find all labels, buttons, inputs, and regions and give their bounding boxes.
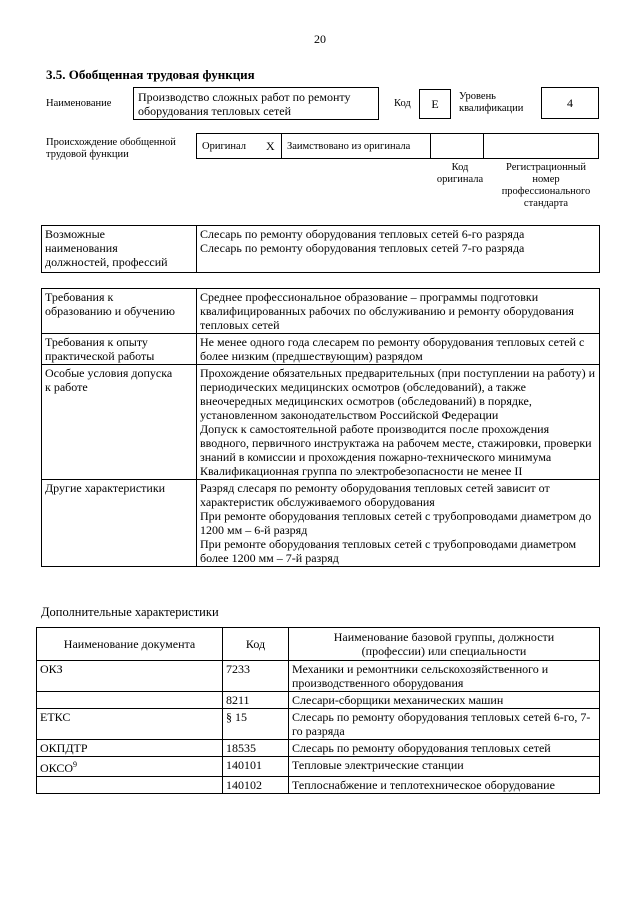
code-cell: 7233	[223, 661, 289, 692]
code-original-caption: Код оригинала	[436, 162, 484, 185]
doc-cell	[37, 757, 223, 777]
code-cell: 18535	[223, 740, 289, 757]
positions-value: Слесарь по ремонту оборудования тепловых сетей 6-го разряда Слесарь по ремонту оборудования тепловых сетей 7-го разряда	[197, 226, 600, 273]
function-name-field	[133, 87, 379, 120]
requirement-value: Прохождение обязательных предварительных (при поступлении на работу) и периодических медицинских осмотров (обследований), а также внеочередных медицинских осмотров (обследований) в порядке, установленном законодательством Российской Федерации Допуск к самостоятельной работе производится после прохождения вводного, первичного инструктажа на рабочем месте, стажировки, проверки знаний в комиссии и прохождения пожарно-технического минимума Квалификационная группа по электробезопасности не менее II	[197, 365, 600, 480]
name-cell: Тепловые электрические станции	[289, 757, 600, 777]
origin-label: Происхождение обобщенной трудовой функции	[46, 137, 176, 160]
header-code: Код	[223, 628, 289, 661]
table-row	[37, 709, 600, 740]
doc-cell: ОКЗ	[37, 661, 223, 692]
level-label: Уровень квалификации	[459, 91, 524, 114]
level-value: 4	[567, 96, 573, 110]
doc-cell	[37, 777, 223, 794]
requirements-table	[41, 288, 600, 567]
requirement-label: Требования к опыту практической работы	[42, 334, 197, 365]
table-header-row	[37, 628, 600, 661]
requirement-value: Среднее профессиональное образование – программы подготовки квалифицированных рабочих по обслуживанию и ремонту оборудования тепловых сетей	[197, 289, 600, 334]
table-row	[37, 777, 600, 794]
footnote-marker: 9	[73, 760, 78, 769]
positions-label: Возможные наименования должностей, профессий	[42, 226, 197, 273]
table-row	[42, 480, 600, 567]
table-row	[37, 661, 600, 692]
additional-title: Дополнительные характеристики	[41, 605, 219, 619]
requirement-label: Требования к образованию и обучению	[42, 289, 197, 334]
level-field	[541, 87, 599, 119]
code-cell: § 15	[223, 709, 289, 740]
code-label: Код	[394, 98, 411, 109]
table-row	[42, 289, 600, 334]
code-cell: 140101	[223, 757, 289, 777]
requirement-value: Не менее одного года слесарем по ремонту оборудования тепловых сетей с более низким (предшествующим) разрядом	[197, 334, 600, 365]
table-row	[42, 334, 600, 365]
original-label: Оригинал	[202, 141, 246, 152]
doc-cell: ОКПДТР	[37, 740, 223, 757]
original-mark: Х	[266, 139, 275, 153]
table-row	[42, 226, 600, 273]
code-field	[419, 89, 451, 119]
name-cell: Слесарь по ремонту оборудования тепловых сетей 6-го, 7-го разряда	[289, 709, 600, 740]
table-row	[37, 757, 600, 777]
name-cell: Слесарь по ремонту оборудования тепловых сетей	[289, 740, 600, 757]
name-cell: Механики и ремонтники сельскохозяйственного и производственного оборудования	[289, 661, 600, 692]
header-group-name: Наименование базовой группы, должности (профессии) или специальности	[289, 628, 600, 661]
name-label: Наименование	[46, 98, 112, 109]
doc-cell	[37, 692, 223, 709]
name-cell: Теплоснабжение и теплотехническое оборудование	[289, 777, 600, 794]
requirement-label: Другие характеристики	[42, 480, 197, 567]
requirement-label: Особые условия допуска к работе	[42, 365, 197, 480]
code-cell: 8211	[223, 692, 289, 709]
positions-table	[41, 225, 600, 273]
additional-table	[36, 627, 600, 794]
name-cell: Слесари-сборщики механических машин	[289, 692, 600, 709]
doc-name: ОКСО	[40, 761, 74, 775]
borrowed-label: Заимствовано из оригинала	[287, 141, 411, 152]
doc-cell: ЕТКС	[37, 709, 223, 740]
registration-number-caption: Регистрационный номер профессионального стандарта	[501, 162, 591, 209]
origin-row	[196, 133, 599, 159]
code-value: Е	[431, 97, 439, 111]
requirement-value: Разряд слесаря по ремонту оборудования тепловых сетей зависит от характеристик обслуживаемого оборудования При ремонте оборудования тепловых сетей с трубопроводами диаметром до 1200 мм – 6-й разряд При ремонте оборудования тепловых сетей с трубопроводами диаметром более 1200 мм – 7-й разряд	[197, 480, 600, 567]
function-name-value: Производство сложных работ по ремонту оборудования тепловых сетей	[138, 90, 351, 118]
page-number: 20	[314, 32, 326, 46]
header-doc-name: Наименование документа	[37, 628, 223, 661]
code-cell: 140102	[223, 777, 289, 794]
section-title: 3.5. Обобщенная трудовая функция	[46, 67, 255, 82]
table-row	[37, 692, 600, 709]
table-row	[42, 365, 600, 480]
table-row	[37, 740, 600, 757]
